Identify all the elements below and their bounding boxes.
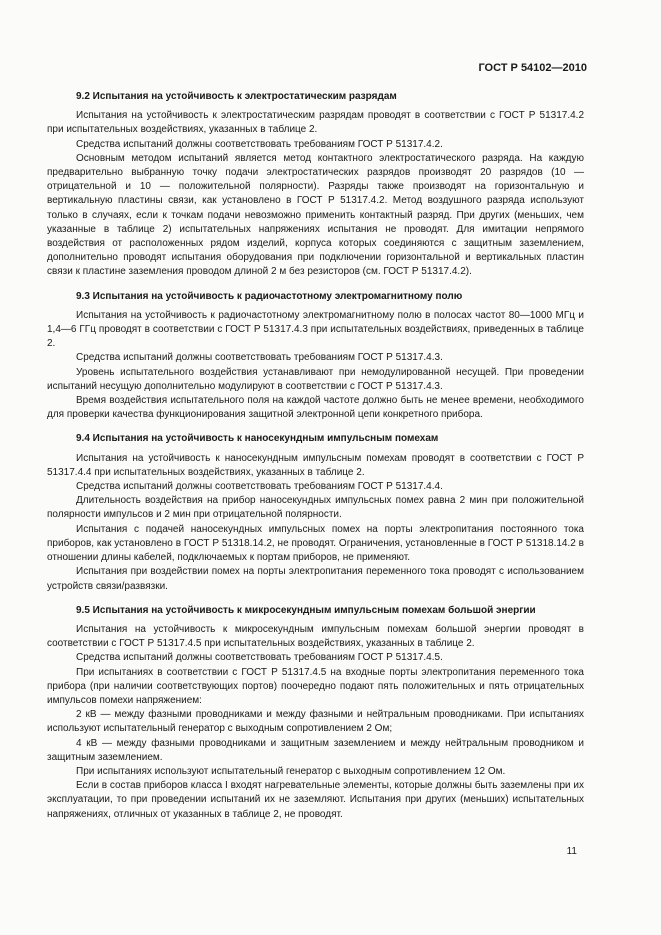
document-code: ГОСТ Р 54102—2010	[478, 62, 587, 74]
paragraph: Испытания на устойчивость к электростатическим разрядам проводят в соответствии с ГОСТ Р 51317.4.2 при испытательных воздействиях, указанных в таблице 2.	[47, 110, 584, 136]
section-heading-9-4: 9.4 Испытания на устойчивость к наносекундным импульсным помехам	[76, 433, 439, 445]
paragraph: Испытания на устойчивость к наносекундным импульсным помехам проводят в соответствии с ГОСТ Р 51317.4.4 при испытательных воздействиях, указанных в таблице 2.	[47, 452, 584, 478]
paragraph: Испытания при воздействии помех на порты электропитания переменного тока проводят с использованием устройств связи/развязки.	[47, 566, 584, 592]
paragraph: Если в состав приборов класса I входят нагревательные элементы, которые должны быть заземлены при их эксплуатации, то при проведении испытаний их не заземляют. Испытания при других (меньших) испытательных напряжениях, отличных от указанных в таблице 2, не проводят.	[47, 780, 584, 820]
paragraph: Испытания с подачей наносекундных импульсных помех на порты электропитания постоянного тока приборов, как установлено в ГОСТ Р 51318.14.2, не проводят. Ограничения, установленные в ГОСТ Р 51318.14.2 в отношении длины кабелей, подключаемых к портам приборов, не применяют.	[47, 523, 584, 564]
paragraph: Средства испытаний должны соответствовать требованиям ГОСТ Р 51317.4.2.	[76, 138, 443, 150]
section-heading-9-2: 9.2 Испытания на устойчивость к электростатическим разрядам	[76, 91, 397, 102]
paragraph: Основным методом испытаний является метод контактного электростатического разряда. На каждую предварительно выбранную точку подачи электростатических разрядов производят 20 разрядов (10 — отрицательной и 10 — положительной полярности). Разряды также производят на горизонтальную и вертикальную пластины связи, как установлено в ГОСТ Р 51317.4.2. Метод воздушного разряда используют только в случаях, если к точкам подачи невозможно применить контактный разряд. При других (меньших, чем указанные в таблице 2) испытательных напряжениях испытания не проводят. Для имитации непрямого воздействия от расположенных рядом изделий, корпуса которых соединяются с защитным заземлением, дополнительно проводят испытания оборудования при подключении горизонтальной и вертикальных пластин связи к пластине заземления проводом длиной 2 м без резисторов (см. ГОСТ Р 51317.4.2).	[47, 152, 584, 278]
paragraph: Уровень испытательного воздействия устанавливают при немодулированной несущей. При проведении испытаний несущую дополнительно модулируют в соответствии с ГОСТ Р 51317.4.3.	[47, 366, 584, 392]
paragraph: 4 кВ — между фазными проводниками и защитным заземлением и между нейтральным проводником и защитным заземлением.	[47, 737, 584, 763]
paragraph: Средства испытаний должны соответствовать требованиям ГОСТ Р 51317.4.5.	[76, 652, 443, 664]
paragraph: Испытания на устойчивость к микросекундным импульсным помехам большой энергии проводят в соответствии с ГОСТ Р 51317.4.5 при испытательных воздействиях, указанных в таблице 2.	[47, 623, 584, 650]
section-heading-9-5: 9.5 Испытания на устойчивость к микросекундным импульсным помехам большой энергии	[76, 604, 536, 616]
paragraph: Длительность воздействия на прибор наносекундных импульсных помех равна 2 мин при положительной полярности импульсов и 2 мин при отрицательной полярности.	[47, 495, 584, 521]
paragraph: Средства испытаний должны соответствовать требованиям ГОСТ Р 51317.4.3.	[76, 352, 443, 364]
paragraph: При испытаниях в соответствии с ГОСТ Р 51317.4.5 на входные порты электропитания переменного тока прибора (при наличии соответствующих портов) поочередно подают пять положительных и пять отрицательных импульсов помехи напряжением:	[47, 666, 584, 706]
paragraph: Испытания на устойчивость к радиочастотному электромагнитному полю в полосах частот 80—1000 МГц и 1,4—6 ГГц проводят в соответствии с ГОСТ Р 51317.4.3 при испытательных воздействиях, приведенных в таблице 2.	[47, 309, 584, 350]
paragraph: При испытаниях используют испытательный генератор с выходным сопротивлением 12 Ом.	[76, 765, 506, 777]
section-heading-9-3: 9.3 Испытания на устойчивость к радиочастотному электромагнитному полю	[76, 290, 463, 302]
document-body	[47, 90, 584, 822]
paragraph: Время воздействия испытательного поля на каждой частоте должно быть не менее времени, необходимого для проверки качества функционирования защитной электронной цепи конкретного прибора.	[47, 395, 584, 421]
page-number: 11	[566, 846, 577, 857]
paragraph: 2 кВ — между фазными проводниками и между фазными и нейтральным проводниками. При испытаниях используют испытательный генератор с выходным сопротивлением 2 Ом;	[47, 709, 584, 735]
paragraph: Средства испытаний должны соответствовать требованиям ГОСТ Р 51317.4.4.	[76, 481, 443, 493]
